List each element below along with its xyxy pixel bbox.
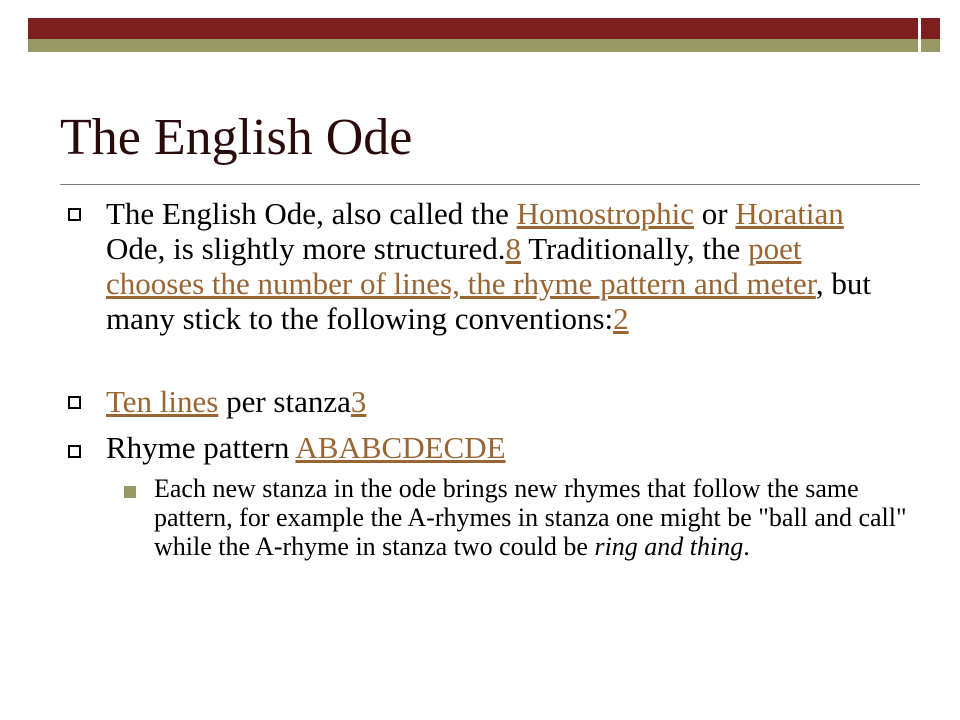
bullet-1-text-c: Ode, is slightly more structured.	[106, 231, 506, 266]
secondary-bar	[28, 39, 918, 52]
bullet-3-text-a: Rhyme pattern	[106, 430, 296, 465]
sub-bullet-emphasis: ring and thing	[594, 532, 744, 561]
filled-square-bullet-icon	[124, 486, 136, 498]
link-footnote-8[interactable]: 8	[505, 231, 521, 266]
bullet-3-text	[106, 430, 886, 465]
link-footnote-3[interactable]: 3	[350, 384, 367, 419]
bullet-2-text-a: per stanza	[218, 384, 351, 419]
bullet-2-text	[106, 384, 886, 419]
corner-square-bottom	[921, 39, 940, 52]
link-ten-lines[interactable]: Ten lines	[106, 384, 219, 419]
title-divider	[60, 184, 920, 185]
bullet-1-text-e: , but many stick to the following conventions:	[106, 266, 871, 336]
sub-bullet-text	[154, 474, 914, 561]
bullet-1-text-a: The English Ode, also called the	[106, 196, 517, 231]
sub-bullet-text-b: .	[743, 532, 750, 561]
link-footnote-2[interactable]: 2	[613, 301, 629, 336]
link-horatian[interactable]: Horatian	[735, 196, 844, 231]
top-decoration	[0, 0, 960, 62]
slide-title: The English Ode	[60, 109, 413, 166]
bullet-1-text-d: Traditionally, the	[521, 231, 749, 266]
sub-bullet-text-a: Each new stanza in the ode brings new rhymes that follow the same pattern, for example the A-rhymes in stanza one might be "ball and call" while the A-rhyme in stanza two could be	[154, 474, 907, 561]
bullet-1-text-b: or	[694, 196, 736, 231]
square-bullet-icon	[68, 208, 81, 221]
square-bullet-icon	[68, 396, 81, 409]
bullet-1-text	[106, 196, 886, 336]
link-homostrophic[interactable]: Homostrophic	[516, 196, 695, 231]
accent-bar	[28, 18, 918, 39]
corner-square-top	[921, 18, 940, 39]
link-rhyme-pattern[interactable]: ABABCDECDE	[295, 430, 506, 465]
square-bullet-icon	[68, 445, 81, 458]
link-poet-chooses[interactable]: poet chooses the number of lines, the rhyme pattern and meter	[106, 231, 816, 301]
